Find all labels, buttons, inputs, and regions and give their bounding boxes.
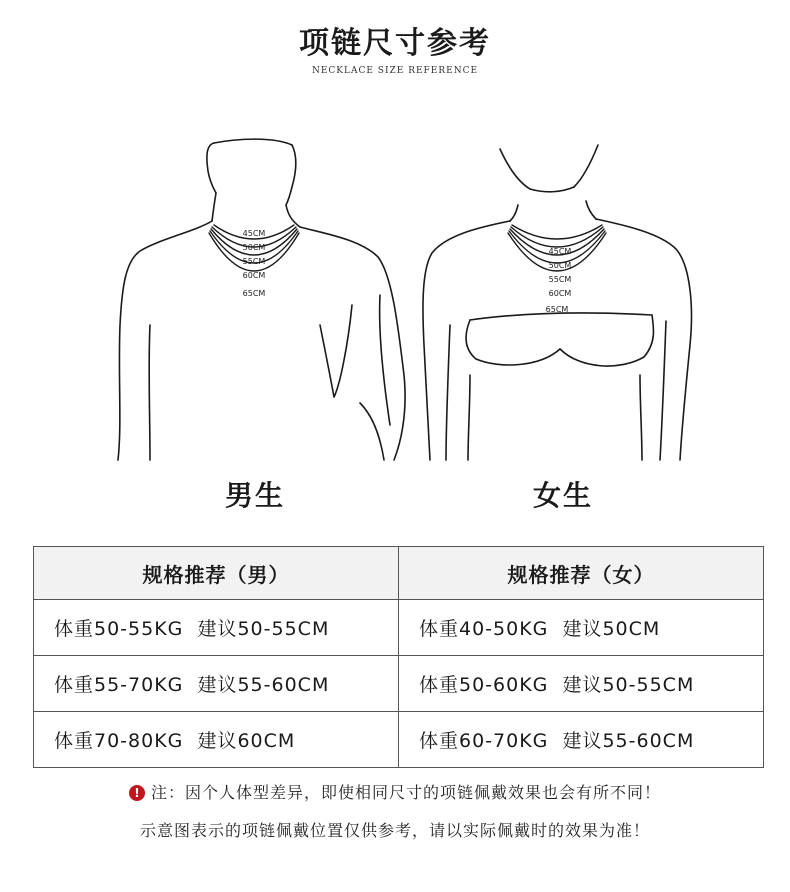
table-cell: 体重50-55KG 建议50-55CM	[34, 600, 399, 656]
male-length-50: 50CM	[242, 243, 266, 252]
male-length-45: 45CM	[242, 229, 266, 238]
table-header-row	[34, 547, 764, 600]
female-label: 女生	[533, 479, 594, 512]
page-subtitle: NECKLACE SIZE REFERENCE	[311, 66, 479, 76]
male-length-60: 60CM	[242, 271, 266, 280]
figures-illustration	[0, 135, 790, 465]
male-silhouette	[118, 139, 405, 460]
male-length-55: 55CM	[242, 257, 266, 266]
table-cell: 体重55-70KG 建议55-60CM	[34, 656, 399, 712]
table-cell: 体重40-50KG 建议50CM	[399, 600, 764, 656]
page-title: 项链尺寸参考	[299, 26, 491, 61]
table-cell: 体重70-80KG 建议60CM	[34, 712, 399, 768]
male-label: 男生	[225, 479, 286, 512]
table-row	[34, 712, 764, 768]
size-recommendation-table	[33, 546, 764, 768]
table-row	[34, 656, 764, 712]
header-female: 规格推荐（女）	[399, 547, 764, 600]
female-length-65: 65CM	[545, 305, 569, 314]
header-male: 规格推荐（男）	[34, 547, 399, 600]
female-silhouette	[423, 145, 692, 460]
female-length-labels	[546, 247, 572, 314]
female-length-55: 55CM	[548, 275, 572, 284]
table-cell: 体重50-60KG 建议50-55CM	[399, 656, 764, 712]
female-length-50: 50CM	[548, 261, 572, 270]
exclamation-icon: !	[129, 785, 145, 801]
male-length-65: 65CM	[242, 289, 266, 298]
note-text-1: 注：因个人体型差异，即使相同尺寸的项链佩戴效果也会有所不同！	[150, 783, 661, 802]
note-line-2: 示意图表示的项链佩戴位置仅供参考，请以实际佩戴时的效果为准！	[139, 821, 650, 840]
female-length-45: 45CM	[548, 247, 572, 256]
table-cell: 体重60-70KG 建议55-60CM	[399, 712, 764, 768]
note-line-1	[0, 780, 790, 803]
female-length-60: 60CM	[548, 289, 572, 298]
table-row	[34, 600, 764, 656]
